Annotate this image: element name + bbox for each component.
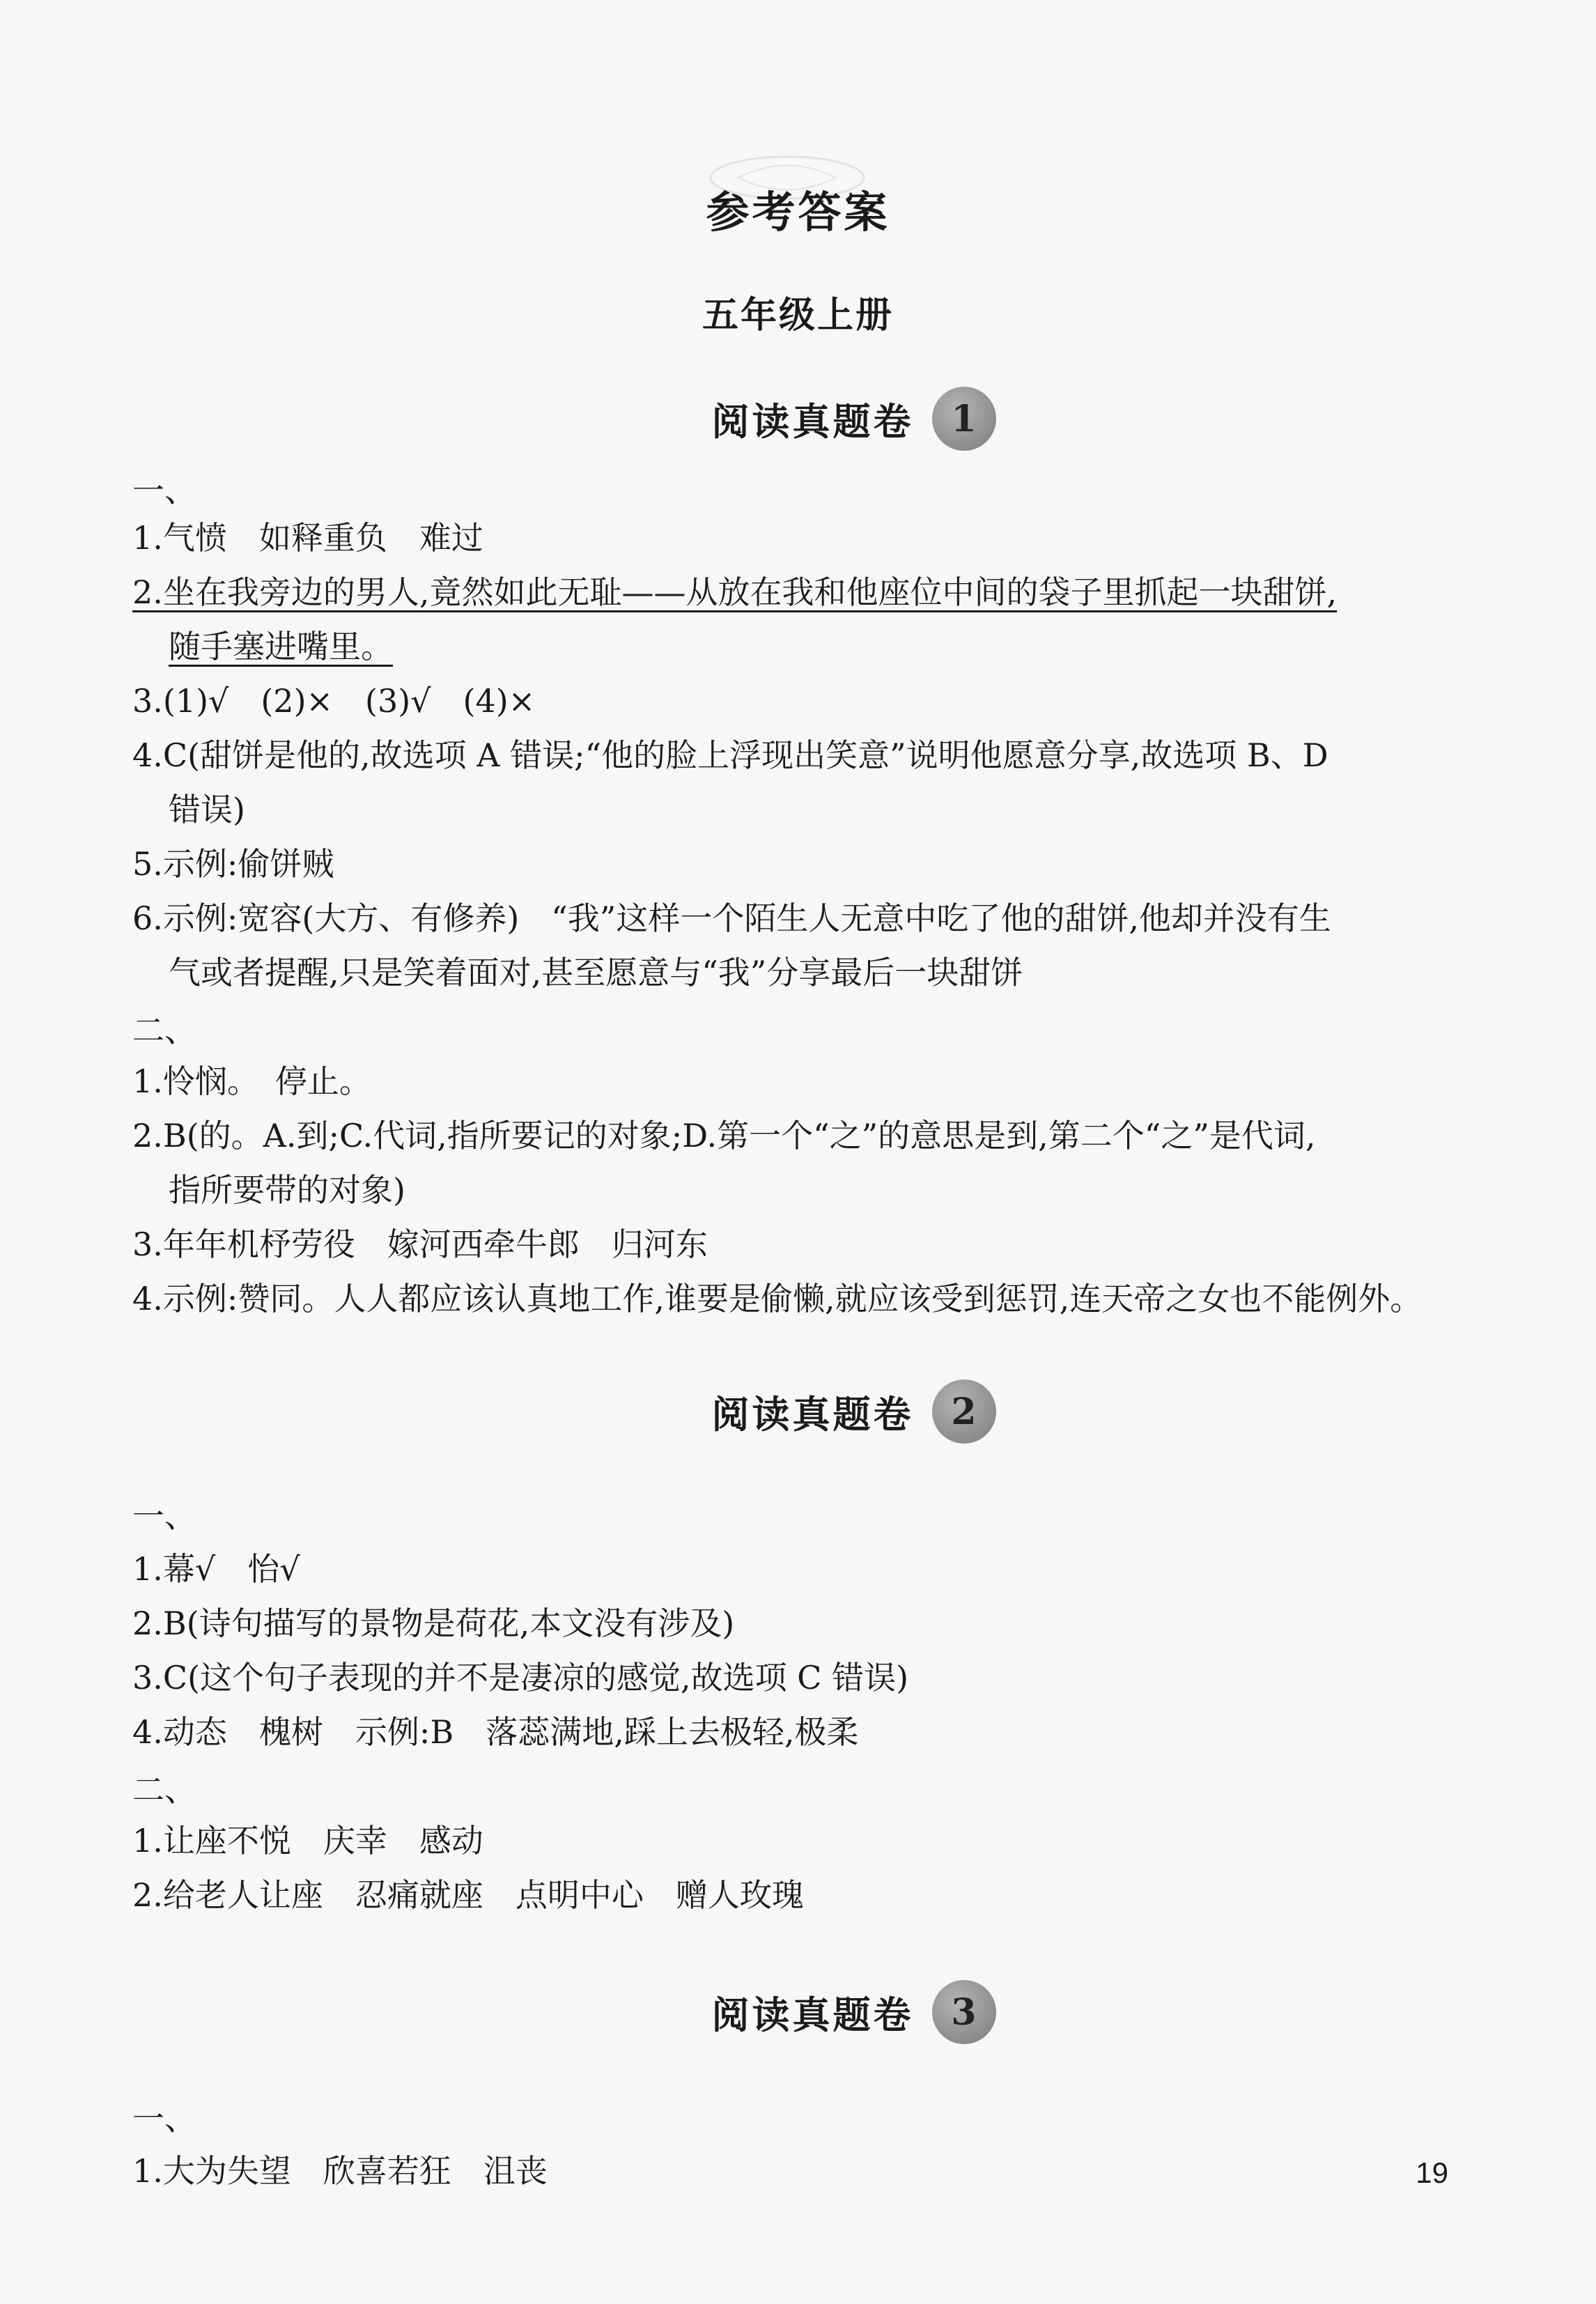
answer-line: 6.示例:宽容(大方、有修养) “我”这样一个陌生人无意中吃了他的甜饼,他却并没有生: [132, 899, 1331, 937]
answer-line: 2.B(诗句描写的景物是荷花,本文没有涉及): [132, 1605, 735, 1642]
section-title: 阅读真题卷: [711, 1392, 914, 1437]
answer-line: 1.幕√ 怡√: [132, 1550, 300, 1588]
section-number-badge: 2: [932, 1379, 996, 1444]
part-label: 一、: [132, 2100, 196, 2137]
answer-line: 3.C(这个句子表现的并不是凄凉的感觉,故选项 C 错误): [132, 1659, 909, 1696]
page-number: 19: [1416, 2156, 1448, 2189]
answer-line: 2.B(的。A.到;C.代词,指所要记的对象;D.第一个“之”的意思是到,第二个“之”是代词,: [132, 1117, 1316, 1154]
answer-line: 4.C(甜饼是他的,故选项 A 错误;“他的脸上浮现出笑意”说明他愿意分享,故选项 B、D: [132, 736, 1328, 774]
section-number-badge: 1: [932, 387, 996, 451]
part-label: 二、: [132, 1771, 196, 1809]
answer-line: 3.年年机杼劳役 嫁河西牵牛郎 归河东: [132, 1226, 708, 1263]
section-title: 阅读真题卷: [711, 1993, 914, 2037]
answer-line-continuation: 指所要带的对象): [169, 1171, 405, 1209]
answer-line: 4.动态 槐树 示例:B 落蕊满地,踩上去极轻,极柔: [132, 1713, 859, 1751]
answer-line-continuation: 气或者提醒,只是笑着面对,甚至愿意与“我”分享最后一块甜饼: [169, 954, 1023, 991]
section-title: 阅读真题卷: [711, 399, 914, 444]
part-label: 一、: [132, 472, 196, 509]
answer-line: 3.(1)√ (2)× (3)√ (4)×: [132, 682, 536, 720]
section-number-badge: 3: [932, 1980, 996, 2044]
part-label: 一、: [132, 1497, 196, 1535]
answer-line: 1.大为失望 欣喜若狂 沮丧: [132, 2152, 548, 2190]
answer-line-continuation: 错误): [169, 791, 245, 828]
part-label: 二、: [132, 1012, 196, 1049]
section-heading-2: [0, 1379, 1596, 1442]
answer-line-continuation: 随手塞进嘴里。: [169, 628, 393, 665]
section-heading-1: [0, 387, 1596, 449]
answer-line: 1.让座不悦 庆幸 感动: [132, 1822, 483, 1860]
answer-line: 5.示例:偷饼贼: [132, 845, 334, 883]
answer-line: 4.示例:赞同。人人都应该认真地工作,谁要是偷懒,就应该受到惩罚,连天帝之女也不能例外。: [132, 1280, 1423, 1317]
section-heading-3: [0, 1980, 1596, 2043]
answer-line: 1.气愤 如释重负 难过: [132, 519, 483, 557]
answer-line: 2.给老人让座 忍痛就座 点明中心 赠人玫瑰: [132, 1876, 804, 1914]
answer-line: 2.坐在我旁边的男人,竟然如此无耻——从放在我和他座位中间的袋子里抓起一块甜饼,: [132, 573, 1338, 611]
page-title: 参考答案: [706, 187, 890, 238]
grade-subtitle: 五年级上册: [702, 295, 894, 337]
answer-line: 1.怜悯。 停止。: [132, 1062, 371, 1100]
